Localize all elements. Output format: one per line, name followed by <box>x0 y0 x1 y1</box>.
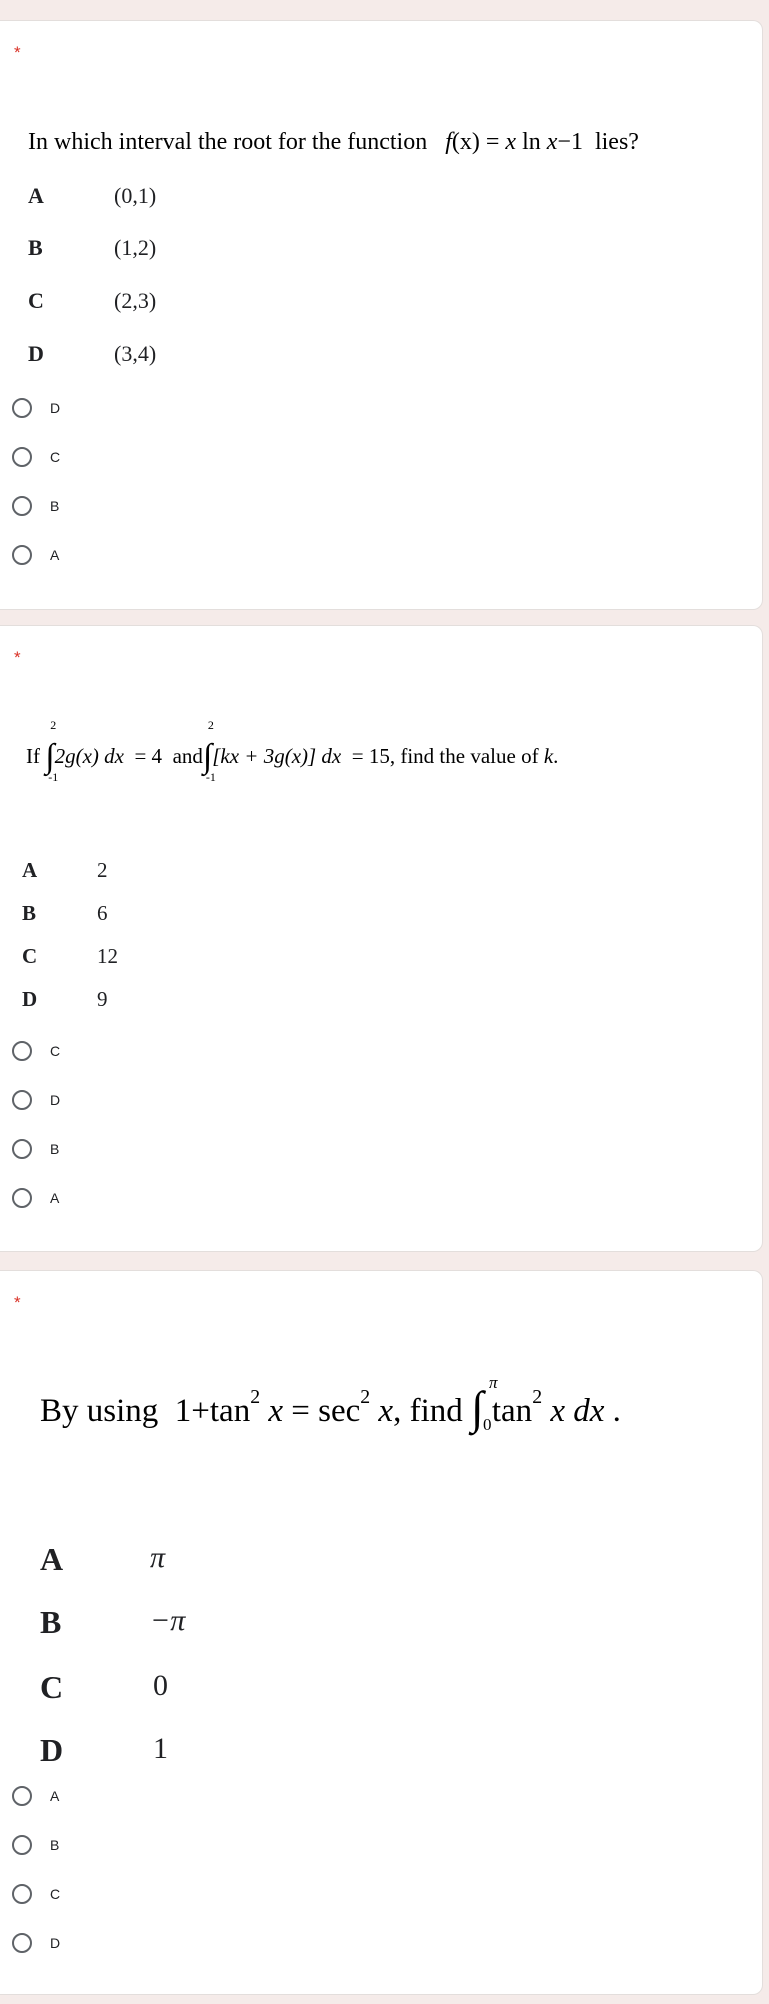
option-label: B <box>50 1837 60 1853</box>
radio-circle-icon[interactable] <box>12 1786 32 1806</box>
radio-circle-icon[interactable] <box>12 1188 32 1208</box>
radio-circle-icon[interactable] <box>12 1933 32 1953</box>
table-letter: D <box>22 987 38 1011</box>
radio-circle-icon[interactable] <box>12 1835 32 1855</box>
radio-option-b[interactable] <box>12 1832 59 1858</box>
required-asterisk: * <box>14 43 21 62</box>
option-label: A <box>50 547 60 563</box>
option-label: D <box>50 400 61 416</box>
required-asterisk: * <box>14 1293 21 1312</box>
option-label: C <box>50 449 61 465</box>
table-letter: B <box>40 1604 62 1640</box>
radio-option-a[interactable] <box>12 1783 59 1809</box>
integral-sign-icon: ∫ <box>202 738 213 775</box>
radio-circle-icon[interactable] <box>12 1090 32 1110</box>
radio-option-c[interactable] <box>12 1038 60 1064</box>
question-card-3 <box>0 1270 763 1995</box>
option-label: D <box>50 1092 61 1108</box>
table-letter: D <box>40 1732 64 1768</box>
table-value: 6 <box>97 901 108 925</box>
definite-integral: ∫ π 0 <box>471 1373 498 1434</box>
table-value: (2,3) <box>114 288 157 313</box>
table-value: (3,4) <box>114 341 157 366</box>
required-asterisk: * <box>14 648 21 667</box>
option-label: C <box>50 1043 61 1059</box>
radio-option-a[interactable] <box>12 542 59 568</box>
definite-integral: ∫ 2 -1 <box>202 718 216 784</box>
radio-option-d[interactable] <box>12 1087 60 1113</box>
radio-option-b[interactable] <box>12 1136 59 1162</box>
table-value: π <box>150 1541 166 1574</box>
table-value: (0,1) <box>114 183 157 208</box>
radio-circle-icon[interactable] <box>12 496 32 516</box>
table-letter: D <box>28 341 44 366</box>
option-label: A <box>50 1788 60 1804</box>
table-value: 2 <box>97 858 108 882</box>
table-letter: A <box>40 1541 64 1577</box>
radio-circle-icon[interactable] <box>12 1139 32 1159</box>
table-letter: B <box>22 901 37 925</box>
question-text: If ∫ 2 -1 2g(x) dx = 4 and∫ 2 -1 [kx + 3g(x)] dx = 15, find the value of k. <box>26 718 559 784</box>
radio-option-b[interactable] <box>12 493 59 519</box>
table-value: 12 <box>97 944 118 968</box>
radio-circle-icon[interactable] <box>12 398 32 418</box>
table-value: 0 <box>153 1669 168 1702</box>
option-label: B <box>50 498 60 514</box>
table-letter: C <box>28 288 44 313</box>
radio-circle-icon[interactable] <box>12 1041 32 1061</box>
radio-option-d[interactable] <box>12 395 60 421</box>
radio-option-c[interactable] <box>12 444 60 470</box>
table-letter: A <box>22 858 38 882</box>
radio-option-c[interactable] <box>12 1881 60 1907</box>
question-text: By using $1+\tan^2$ $x = \sec^2 x$, find ∫ π 0 $\tan^2 x$ dx . <box>40 1373 621 1434</box>
table-value: 9 <box>97 987 108 1011</box>
table-letter: C <box>22 944 38 968</box>
table-value: 1 <box>153 1732 168 1765</box>
question-card-2 <box>0 625 763 1252</box>
option-label: C <box>50 1886 61 1902</box>
radio-circle-icon[interactable] <box>12 1884 32 1904</box>
radio-circle-icon[interactable] <box>12 545 32 565</box>
question-text: In which interval the root for the function f(x) = x ln x−1 lies? <box>28 129 639 155</box>
option-label: A <box>50 1190 60 1206</box>
integral-sign-icon: ∫ <box>471 1382 484 1433</box>
radio-option-a[interactable] <box>12 1185 59 1211</box>
table-value: −π <box>150 1604 186 1637</box>
definite-integral: ∫ 2 -1 <box>45 718 59 784</box>
question-card-1 <box>0 20 763 610</box>
radio-circle-icon[interactable] <box>12 447 32 467</box>
table-letter: B <box>28 235 43 260</box>
table-letter: C <box>40 1669 64 1705</box>
table-letter: A <box>28 183 44 208</box>
radio-option-d[interactable] <box>12 1930 60 1956</box>
integral-sign-icon: ∫ <box>45 738 55 775</box>
option-label: B <box>50 1141 60 1157</box>
option-label: D <box>50 1935 61 1951</box>
table-value: (1,2) <box>114 235 157 260</box>
